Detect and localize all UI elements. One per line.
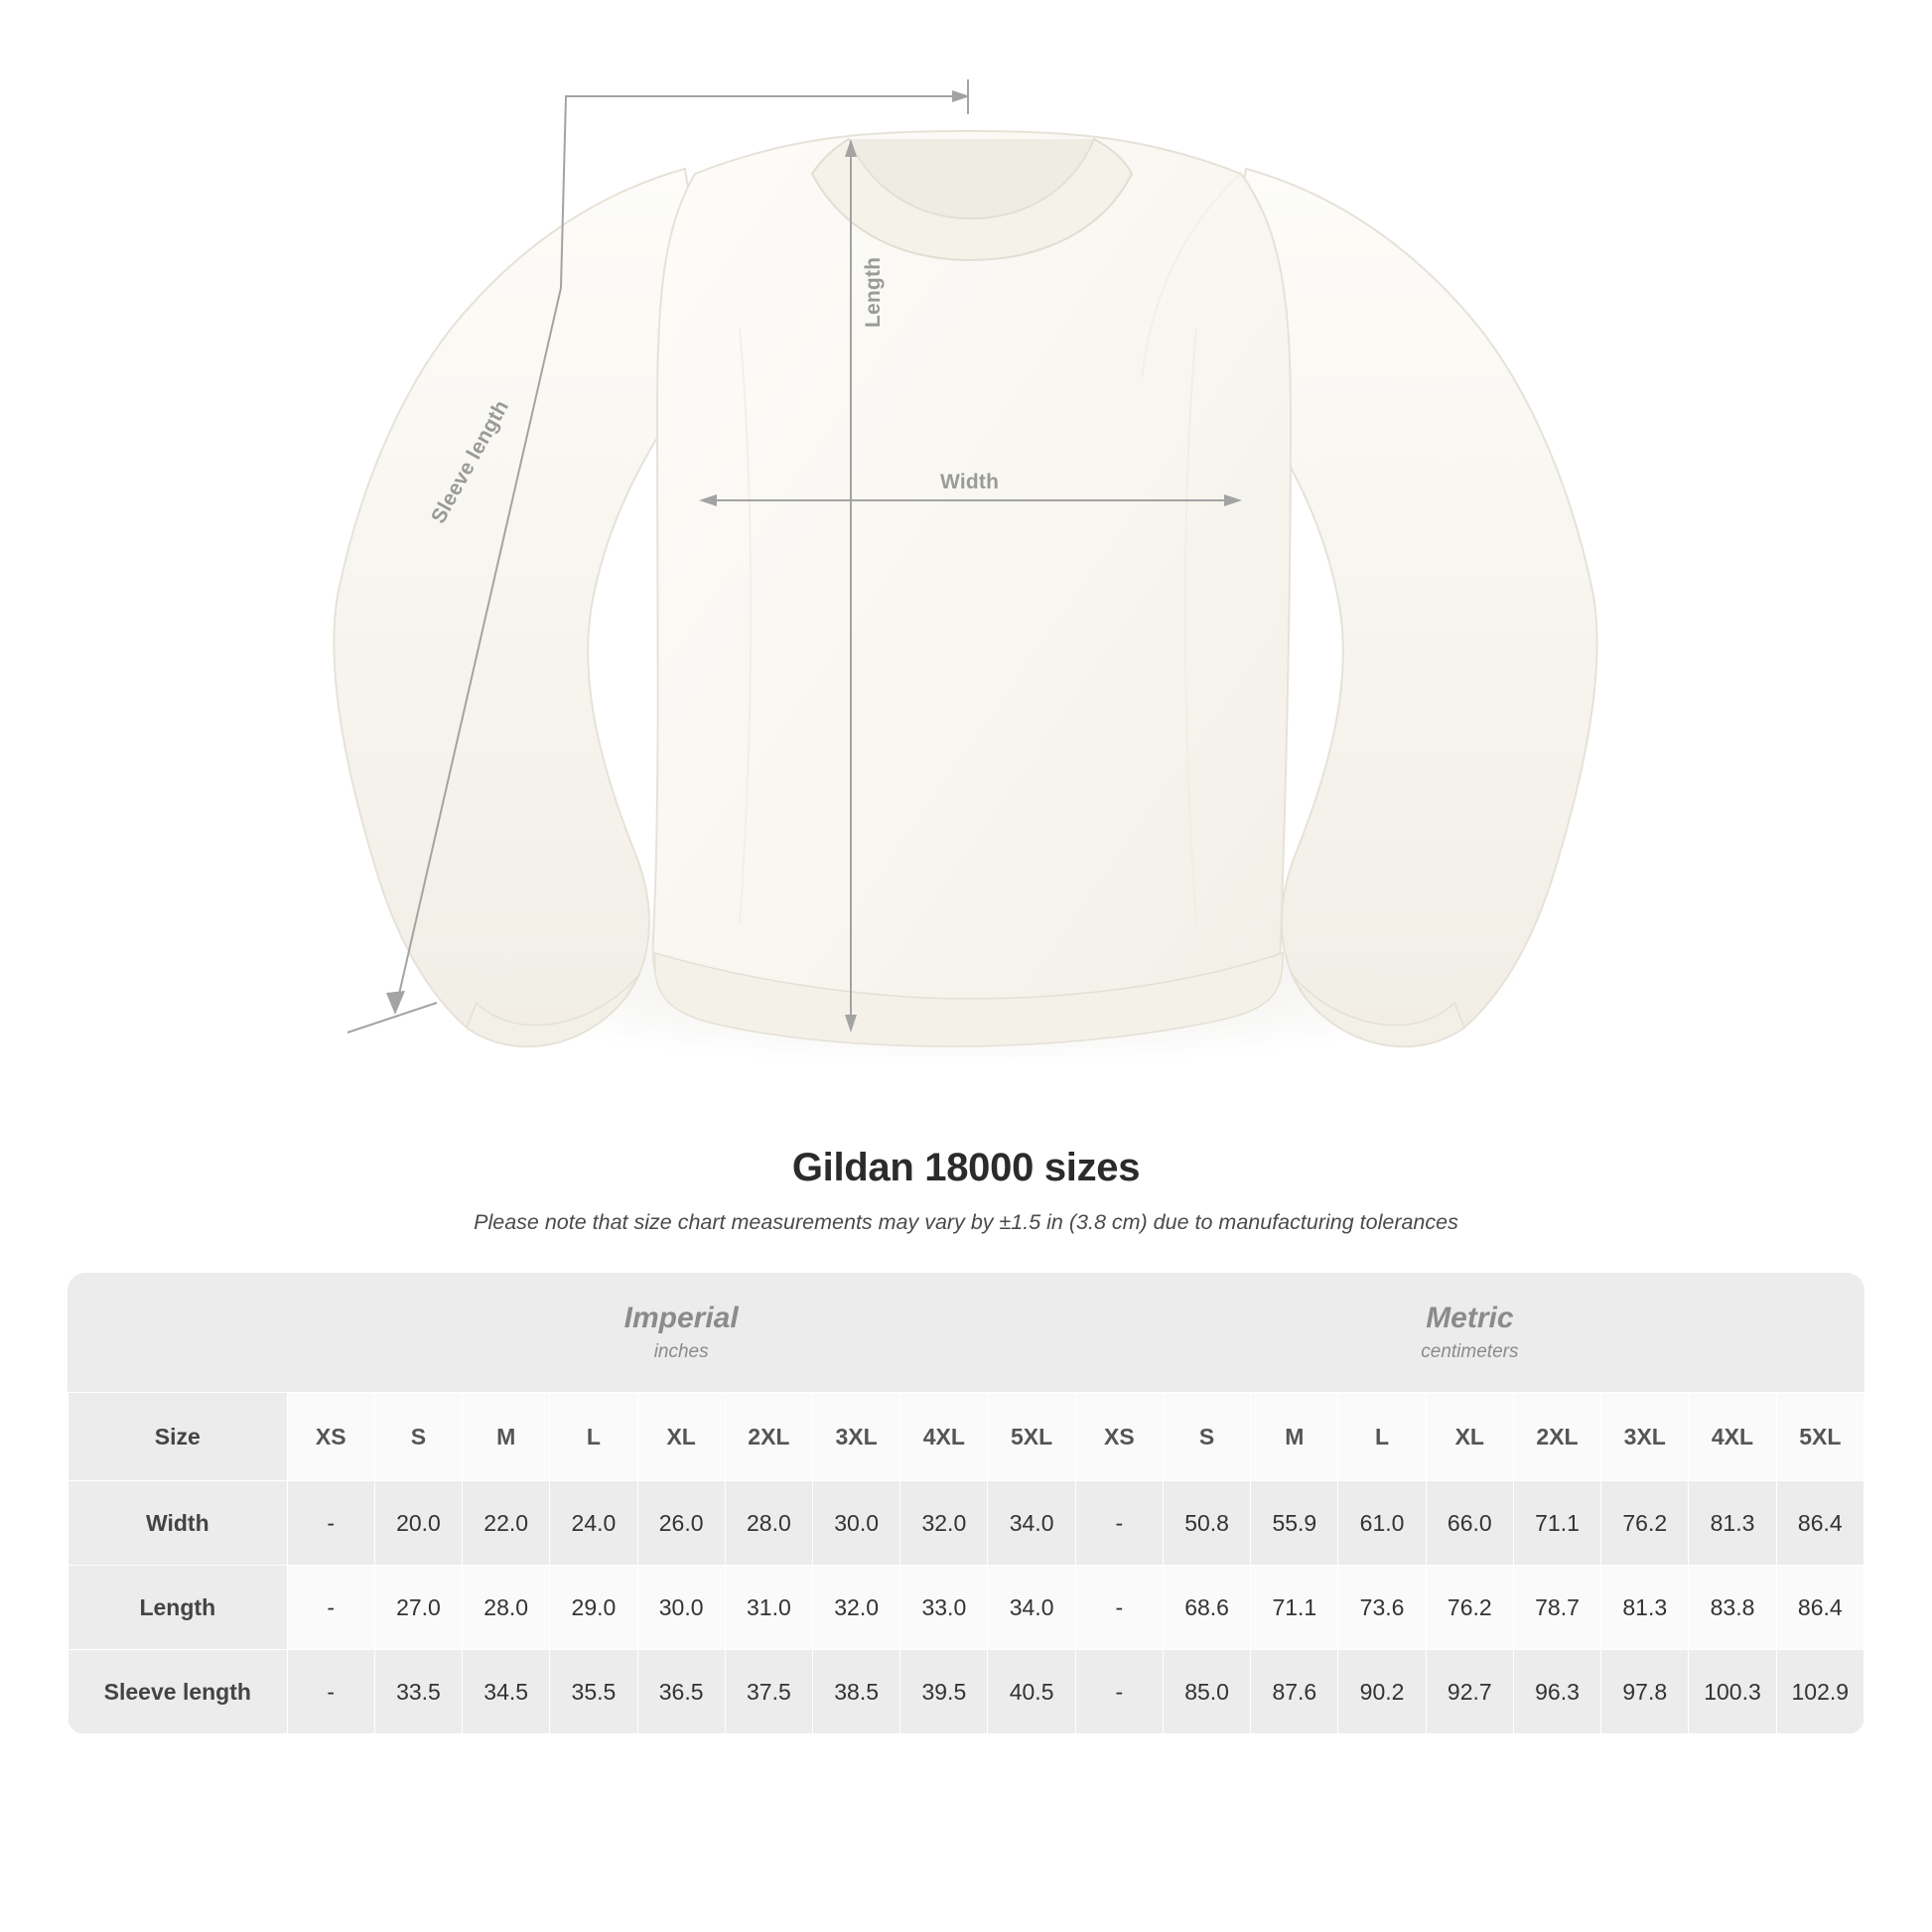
cell-width-metric-2xl: 71.1 [1513, 1481, 1600, 1566]
size-col-metric-2xl: 2XL [1513, 1393, 1600, 1481]
row-label-length: Length [69, 1566, 288, 1650]
size-col-metric-l: L [1338, 1393, 1426, 1481]
size-col-metric-4xl: 4XL [1689, 1393, 1776, 1481]
size-col-imperial-3xl: 3XL [813, 1393, 900, 1481]
size-col-metric-3xl: 3XL [1601, 1393, 1689, 1481]
cell-length-imperial-5xl: 34.0 [988, 1566, 1075, 1650]
size-col-imperial-xs: XS [287, 1393, 374, 1481]
cell-width-imperial-2xl: 28.0 [725, 1481, 812, 1566]
table-row [69, 1481, 1864, 1566]
page-title: Gildan 18000 sizes [791, 1146, 1141, 1189]
cell-width-metric-3xl: 76.2 [1601, 1481, 1689, 1566]
cell-width-imperial-4xl: 32.0 [900, 1481, 988, 1566]
size-table-wrapper [68, 1273, 1864, 1734]
metric-unit-label: centimeters [1421, 1341, 1519, 1362]
size-col-imperial-s: S [374, 1393, 462, 1481]
cell-width-metric-m: 55.9 [1251, 1481, 1338, 1566]
cell-sleeve-imperial-3xl: 38.5 [813, 1650, 900, 1734]
cell-length-metric-m: 71.1 [1251, 1566, 1338, 1650]
cell-length-imperial-xs: - [287, 1566, 374, 1650]
size-col-metric-xl: XL [1426, 1393, 1513, 1481]
imperial-unit-label: inches [653, 1341, 709, 1362]
sleeve-length-dimension-label: Sleeve length [427, 396, 514, 528]
cell-width-metric-5xl: 86.4 [1776, 1481, 1863, 1566]
cell-length-metric-l: 73.6 [1338, 1566, 1426, 1650]
cell-length-metric-5xl: 86.4 [1776, 1566, 1863, 1650]
cell-length-metric-4xl: 83.8 [1689, 1566, 1776, 1650]
cell-length-imperial-xl: 30.0 [637, 1566, 725, 1650]
size-col-metric-m: M [1251, 1393, 1338, 1481]
size-col-imperial-2xl: 2XL [725, 1393, 812, 1481]
metric-system-label: Metric [1426, 1302, 1514, 1334]
cell-sleeve-imperial-5xl: 40.5 [988, 1650, 1075, 1734]
row-label-width: Width [69, 1481, 288, 1566]
size-col-imperial-m: M [463, 1393, 550, 1481]
cell-sleeve-metric-3xl: 97.8 [1601, 1650, 1689, 1734]
cell-length-metric-xs: - [1075, 1566, 1163, 1650]
size-col-metric-xs: XS [1075, 1393, 1163, 1481]
cell-length-imperial-2xl: 31.0 [725, 1566, 812, 1650]
cell-sleeve-metric-2xl: 96.3 [1513, 1650, 1600, 1734]
cell-length-imperial-3xl: 32.0 [813, 1566, 900, 1650]
cell-length-metric-xl: 76.2 [1426, 1566, 1513, 1650]
cell-width-metric-l: 61.0 [1338, 1481, 1426, 1566]
cell-sleeve-imperial-m: 34.5 [463, 1650, 550, 1734]
cell-length-imperial-s: 27.0 [374, 1566, 462, 1650]
length-dimension-label: Length [862, 256, 885, 328]
cell-width-metric-xl: 66.0 [1426, 1481, 1513, 1566]
size-header-row [69, 1393, 1864, 1481]
imperial-system-label: Imperial [623, 1302, 739, 1334]
cell-sleeve-metric-s: 85.0 [1163, 1650, 1250, 1734]
size-table [68, 1273, 1864, 1734]
cell-sleeve-metric-l: 90.2 [1338, 1650, 1426, 1734]
size-col-imperial-5xl: 5XL [988, 1393, 1075, 1481]
size-label-cell: Size [69, 1393, 288, 1481]
metric-header [1075, 1273, 1863, 1393]
cell-width-imperial-5xl: 34.0 [988, 1481, 1075, 1566]
measurement-note: Please note that size chart measurements may vary by ±1.5 in (3.8 cm) due to manufacturing tolerances [474, 1210, 1458, 1234]
cell-sleeve-imperial-xl: 36.5 [637, 1650, 725, 1734]
cell-length-imperial-l: 29.0 [550, 1566, 637, 1650]
cell-sleeve-imperial-xs: - [287, 1650, 374, 1734]
table-row [69, 1650, 1864, 1734]
width-dimension-label: Width [940, 471, 1000, 493]
cell-sleeve-metric-m: 87.6 [1251, 1650, 1338, 1734]
cell-width-imperial-xs: - [287, 1481, 374, 1566]
cell-width-imperial-m: 22.0 [463, 1481, 550, 1566]
cell-sleeve-imperial-2xl: 37.5 [725, 1650, 812, 1734]
row-label-sleeve-length: Sleeve length [69, 1650, 288, 1734]
corner-cell [69, 1273, 288, 1393]
table-row [69, 1566, 1864, 1650]
cell-sleeve-metric-5xl: 102.9 [1776, 1650, 1863, 1734]
cell-width-imperial-l: 24.0 [550, 1481, 637, 1566]
cell-sleeve-imperial-4xl: 39.5 [900, 1650, 988, 1734]
unit-header-row [69, 1273, 1864, 1393]
size-col-imperial-l: L [550, 1393, 637, 1481]
title-block [0, 1146, 1932, 1235]
cell-length-imperial-4xl: 33.0 [900, 1566, 988, 1650]
cell-width-metric-s: 50.8 [1163, 1481, 1250, 1566]
cell-width-metric-xs: - [1075, 1481, 1163, 1566]
size-col-metric-s: S [1163, 1393, 1250, 1481]
size-col-imperial-4xl: 4XL [900, 1393, 988, 1481]
imperial-header [287, 1273, 1075, 1393]
cell-width-imperial-3xl: 30.0 [813, 1481, 900, 1566]
cell-length-metric-2xl: 78.7 [1513, 1566, 1600, 1650]
size-col-metric-5xl: 5XL [1776, 1393, 1863, 1481]
cell-sleeve-metric-4xl: 100.3 [1689, 1650, 1776, 1734]
cell-width-imperial-xl: 26.0 [637, 1481, 725, 1566]
cell-sleeve-metric-xs: - [1075, 1650, 1163, 1734]
cell-sleeve-imperial-s: 33.5 [374, 1650, 462, 1734]
size-col-imperial-xl: XL [637, 1393, 725, 1481]
cell-sleeve-metric-xl: 92.7 [1426, 1650, 1513, 1734]
cell-width-imperial-s: 20.0 [374, 1481, 462, 1566]
cell-length-imperial-m: 28.0 [463, 1566, 550, 1650]
cell-length-metric-s: 68.6 [1163, 1566, 1250, 1650]
cell-length-metric-3xl: 81.3 [1601, 1566, 1689, 1650]
cell-width-metric-4xl: 81.3 [1689, 1481, 1776, 1566]
cell-sleeve-imperial-l: 35.5 [550, 1650, 637, 1734]
